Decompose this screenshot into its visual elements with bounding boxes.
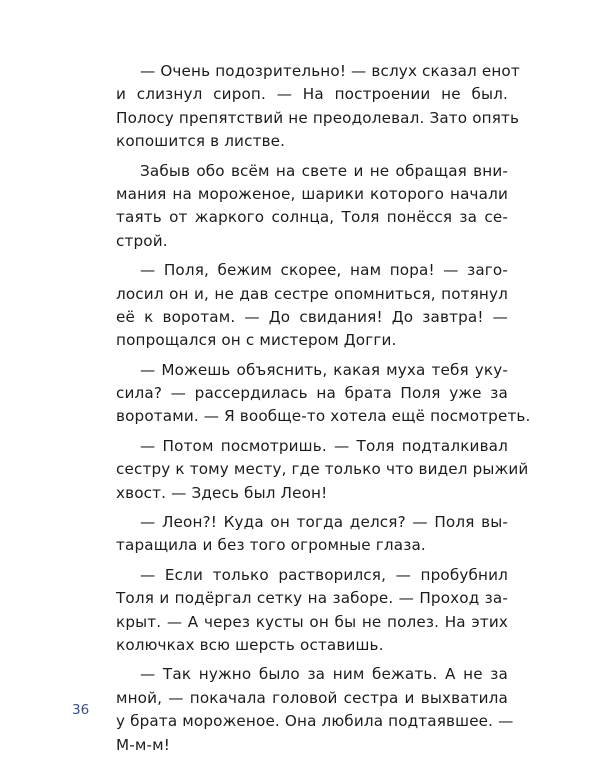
paragraph [116, 663, 514, 757]
text-line: — Если только растворился, — пробубнил [140, 565, 508, 584]
text-line: копошится в листве. [116, 132, 286, 151]
paragraph [116, 60, 520, 154]
text-line: воротами. — Я вообще-то хотела ещё посмотреть. [116, 407, 531, 426]
text-line: попрощался он с мистером Догги. [116, 331, 397, 350]
paragraph [116, 435, 529, 505]
text-line: Толя и подёргал сетку на заборе. — Проход за- [116, 589, 508, 608]
paragraph [116, 564, 508, 658]
text-line: — Очень подозрительно! — вслух сказал енот [140, 62, 520, 80]
text-line: М-м-м! [116, 735, 170, 754]
text-line: хвост. — Здесь был Леон! [116, 483, 328, 502]
paragraph [116, 359, 531, 429]
text-line: таять от жаркого солнца, Толя понёсся за се- [116, 208, 508, 227]
text-line: — Потом посмотришь. — Толя подталкивал [140, 436, 508, 455]
text-line: её к воротам. — До свидания! До завтра! — [116, 307, 508, 326]
text-line: — Леон?! Куда он тогда делся? — Поля вы- [140, 513, 508, 532]
text-line: — Так нужно было за ним бежать. А не за [140, 665, 508, 684]
text-line: мания на мороженое, шарики которого начали [116, 184, 508, 203]
paragraph [116, 160, 508, 254]
text-line: и слизнул сироп. — На построении не был. [116, 85, 508, 104]
paragraph [116, 259, 508, 353]
text-line: крыт. — А через кусты он бы не полез. На этих [116, 612, 508, 631]
page-number: 36 [72, 702, 90, 718]
text-line: Забыв обо всём на свете и не обращая вни- [140, 161, 508, 180]
body-text [116, 60, 531, 757]
text-line: строй. [116, 231, 168, 250]
paragraph [116, 511, 508, 558]
text-line: колючках всю шерсть оставишь. [116, 635, 384, 654]
text-line: таращила и без того огромные глаза. [116, 536, 426, 555]
text-line: — Поля, бежим скорее, нам пора! — заго- [140, 261, 508, 280]
text-line: лосил он и, не дав сестре опомниться, потянул [116, 284, 508, 303]
text-line: сила? — рассердилась на брата Поля уже за [116, 384, 508, 403]
text-line: Полосу препятствий не преодолевал. Зато опять [116, 108, 520, 127]
text-line: — Можешь объяснить, какая муха тебя уку- [140, 360, 508, 379]
text-line: мной, — покачала головой сестра и выхватила [116, 688, 508, 707]
text-line: сестру к тому месту, где только что видел рыжий [116, 460, 529, 479]
text-line: у брата мороженое. Она любила подтаявшее. — [116, 712, 514, 731]
